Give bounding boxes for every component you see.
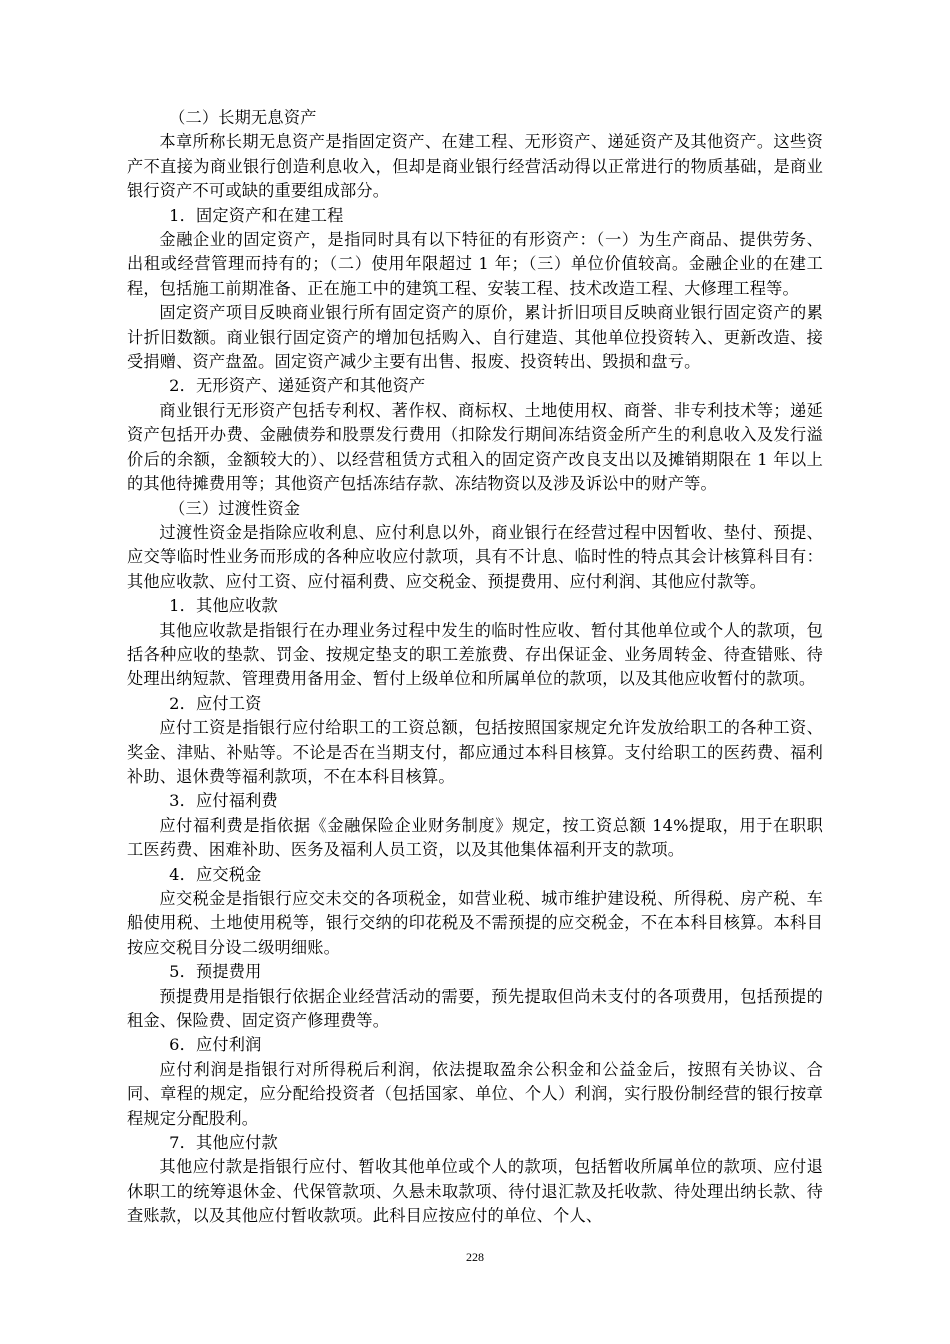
subheading-other-payables: 7．其他应付款 [169,1133,278,1153]
paragraph-long-term-intro: 本章所称长期无息资产是指固定资产、在建工程、无形资产、递延资产及其他资产。这些资产不直接为商业银行创造利息收入，但却是商业银行经营活动得以正常进行的物质基础，是商业银行资产不可或缺的重要组成部分。 [127,132,823,201]
subheading-other-receivables: 1．其他应收款 [169,596,278,616]
section-heading-long-term-assets: （二）长期无息资产 [169,108,317,127]
subheading-intangible-assets: 2．无形资产、递延资产和其他资产 [169,376,426,396]
section-heading-transitional-funds: （三）过渡性资金 [169,498,301,518]
subheading-taxes-payable: 4．应交税金 [169,864,262,884]
subheading-profits-payable: 6．应付利润 [169,1035,262,1055]
body-text [127,106,823,1229]
paragraph-accrued-expenses: 预提费用是指银行依据企业经营活动的需要，预先提取但尚未支付的各项费用，包括预提的租金、保险费、固定资产修理费等。 [127,986,823,1031]
subheading-fixed-assets: 1．固定资产和在建工程 [169,205,344,225]
paragraph-welfare-payable: 应付福利费是指依据《金融保险企业财务制度》规定，按工资总额 14%提取，用于在职职工医药费、困难补助、医务及福利人员工资，以及其他集体福利开支的款项。 [127,815,823,860]
subheading-wages-payable: 2．应付工资 [169,693,262,713]
paragraph-other-receivables: 其他应收款是指银行在办理业务过程中发生的临时性应收、暂付其他单位或个人的款项，包括各种应收的垫款、罚金、按规定垫支的职工差旅费、存出保证金、业务周转金、待查错账、待处理出纳短款、管理费用备用金、暂付上级单位和所属单位的款项，以及其他应收暂付的款项。 [127,620,823,689]
subheading-accrued-expenses: 5．预提费用 [169,962,262,982]
paragraph-fixed-assets-changes: 固定资产项目反映商业银行所有固定资产的原价，累计折旧项目反映商业银行固定资产的累计折旧数额。商业银行固定资产的增加包括购入、自行建造、其他单位投资转入、更新改造、接受捐赠、资产盘盈。固定资产减少主要有出售、报废、投资转出、毁损和盘亏。 [127,303,823,372]
paragraph-other-payables: 其他应付款是指银行应付、暂收其他单位或个人的款项，包括暂收所属单位的款项、应付退休职工的统筹退休金、代保管款项、久悬未取款项、待付退汇款及托收款、待处理出纳长款、待查账款，以及其他应付暂收款项。此科目应按应付的单位、个人、 [127,1157,823,1226]
paragraph-wages-payable: 应付工资是指银行应付给职工的工资总额，包括按照国家规定允许发放给职工的各种工资、奖金、津贴、补贴等。不论是否在当期支付，都应通过本科目核算。支付给职工的医药费、福利补助、退休费等福利款项，不在本科目核算。 [127,718,823,786]
paragraph-fixed-assets-definition: 金融企业的固定资产，是指同时具有以下特征的有形资产：（一）为生产商品、提供劳务、出租或经营管理而持有的；（二）使用年限超过 1 年；（三）单位价值较高。金融企业的在建工程，包括施工前期准备、正在施工中的建筑工程、安装工程、技术改造工程、大修理工程等。 [127,230,823,298]
paragraph-transitional-intro: 过渡性资金是指除应收利息、应付利息以外，商业银行在经营过程中因暂收、垫付、预提、应交等临时性业务而形成的各种应收应付款项，具有不计息、临时性的特点其会计核算科目有：其他应收款、应付工资、应付福利费、应交税金、预提费用、应付利润、其他应付款等。 [127,522,823,591]
paragraph-intangible-assets: 商业银行无形资产包括专利权、著作权、商标权、土地使用权、商誉、非专利技术等；递延资产包括开办费、金融债券和股票发行费用（扣除发行期间冻结资金所产生的利息收入及发行溢价后的余额，金额较大的）、以经营租赁方式租入的固定资产改良支出以及摊销期限在 1 年以上的其他待摊费用等；其他资产包括冻结存款、冻结物资以及涉及诉讼中的财产等。 [127,400,823,494]
paragraph-taxes-payable: 应交税金是指银行应交未交的各项税金，如营业税、城市维护建设税、所得税、房产税、车船使用税、土地使用税等，银行交纳的印花税及不需预提的应交税金，不在本科目核算。本科目按应交税目分设二级明细账。 [127,889,823,957]
page-number: 228 [466,1250,484,1264]
paragraph-profits-payable: 应付利润是指银行对所得税后利润，依法提取盈余公积金和公益金后，按照有关协议、合同、章程的规定，应分配给投资者（包括国家、单位、个人）利润，实行股份制经营的银行按章程规定分配股利。 [127,1059,823,1128]
subheading-welfare-payable: 3．应付福利费 [169,791,278,811]
